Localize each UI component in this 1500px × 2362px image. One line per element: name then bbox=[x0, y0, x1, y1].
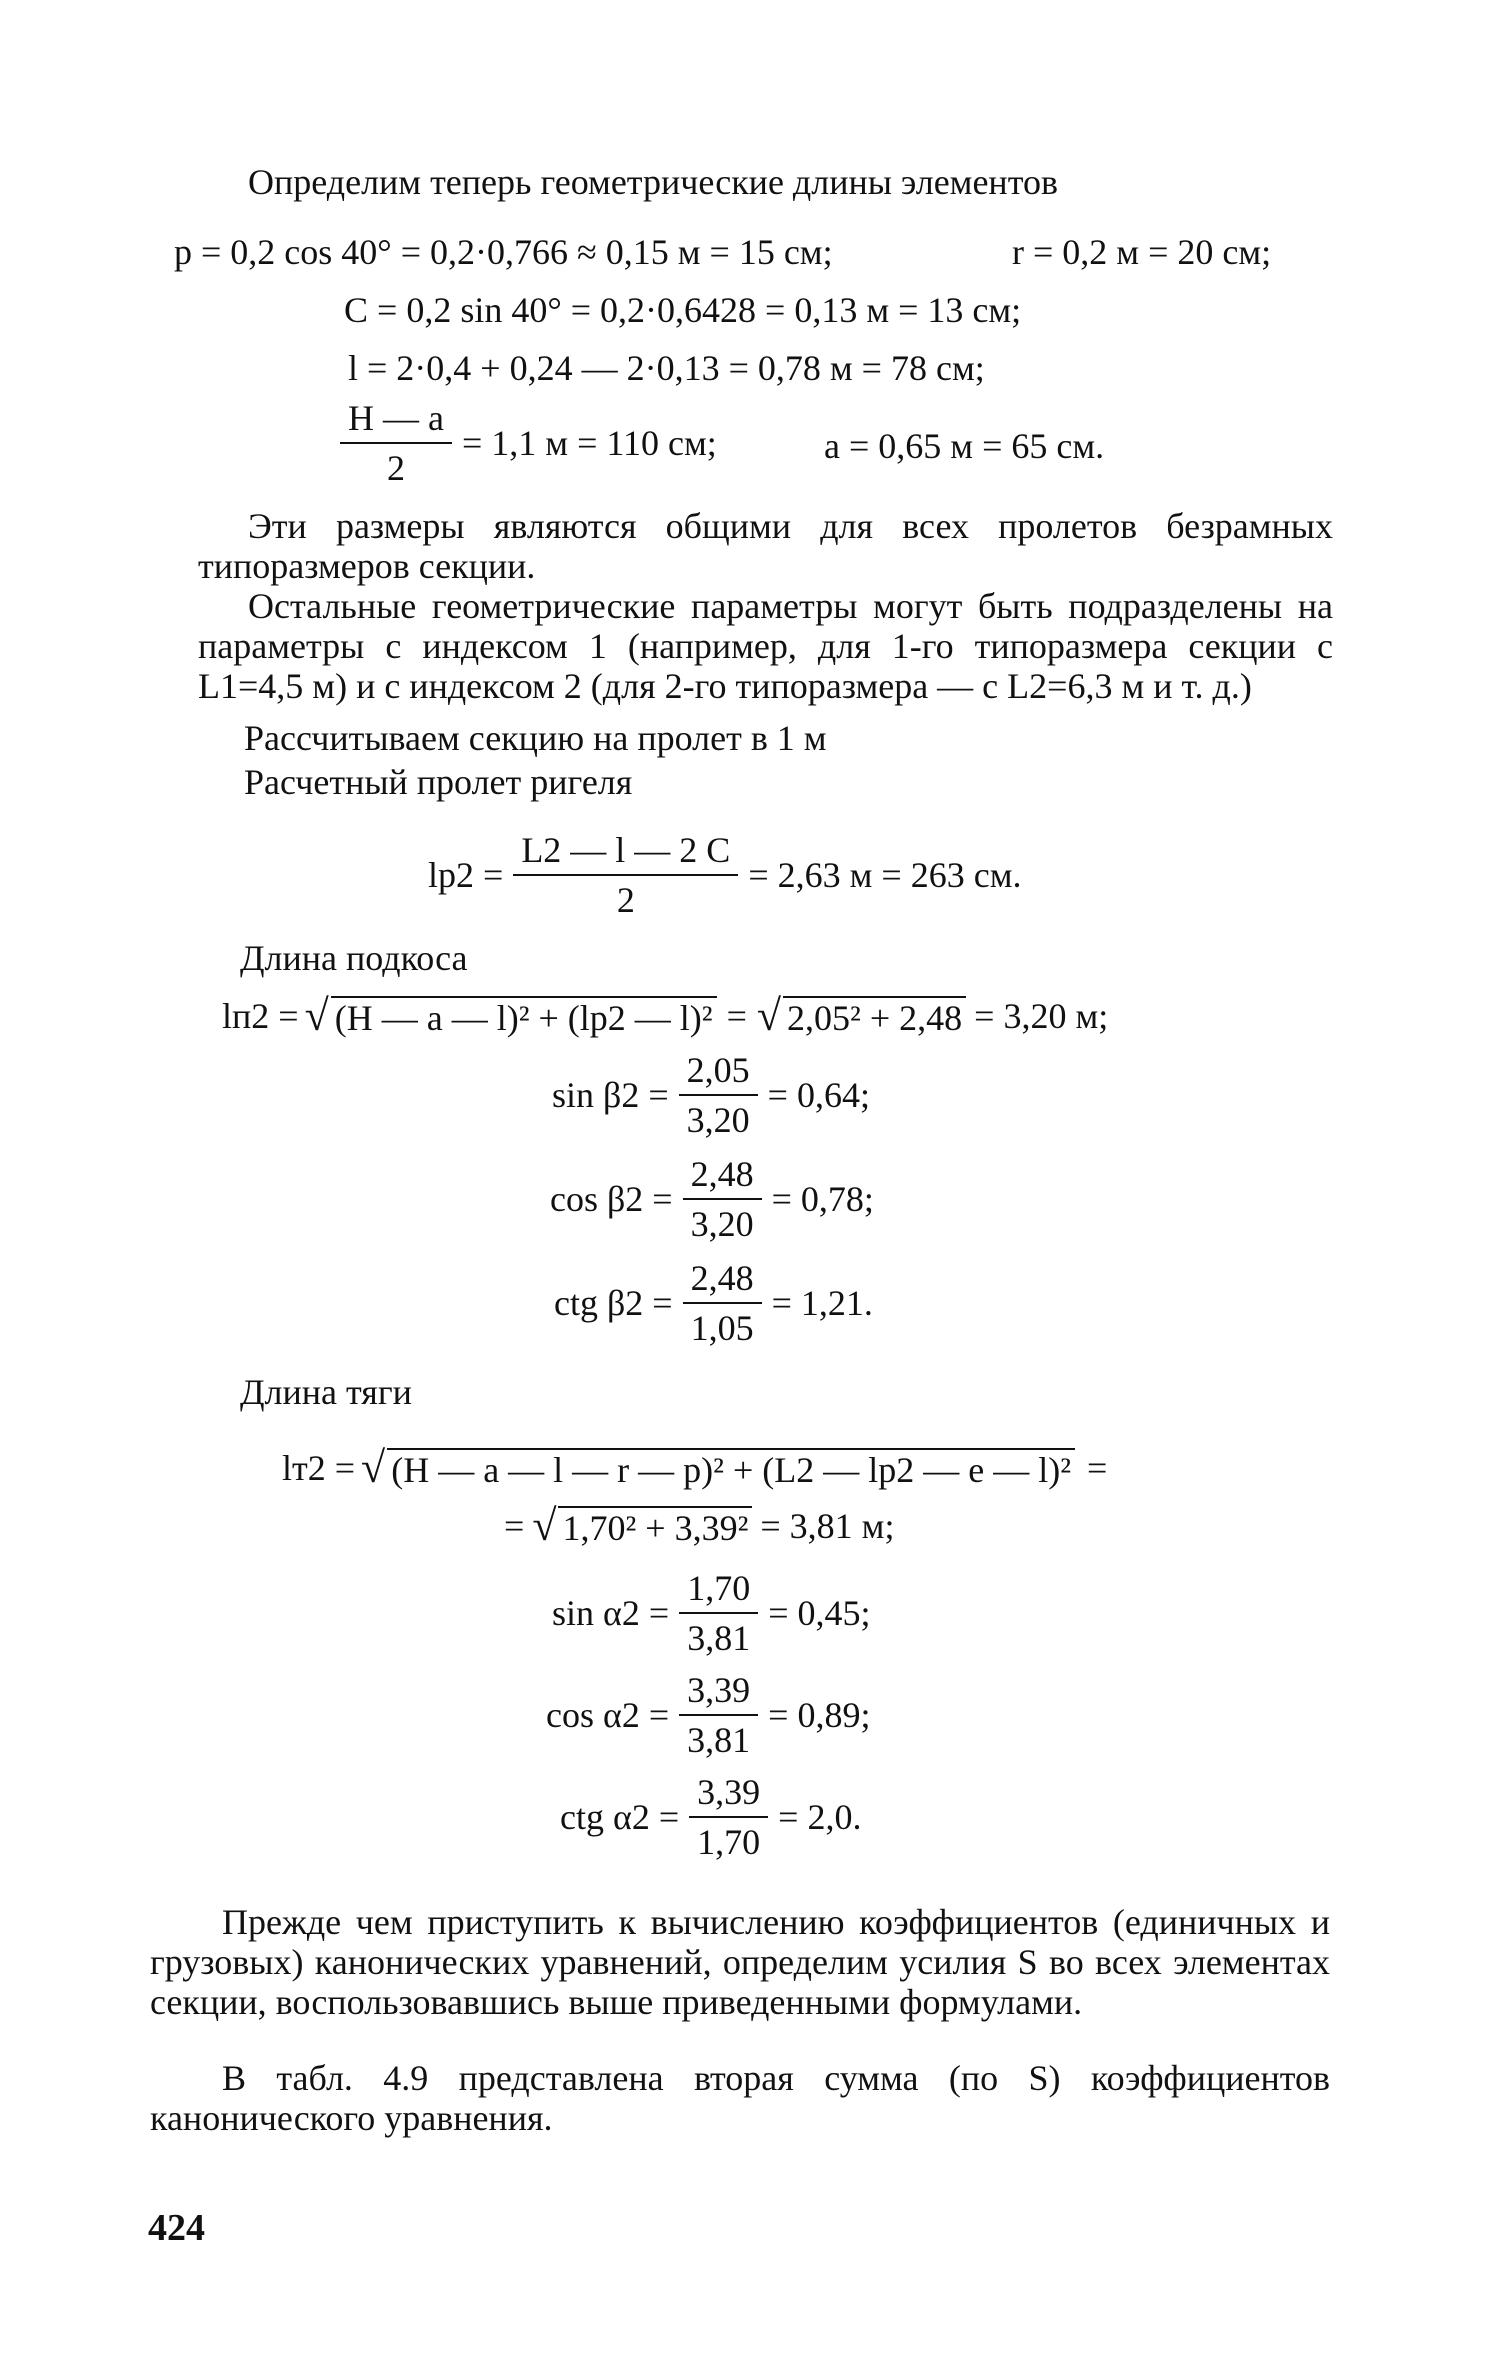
equation-left: cos β2 = bbox=[550, 1179, 673, 1219]
sqrt-icon: √ bbox=[756, 991, 782, 1040]
fraction bbox=[679, 1050, 758, 1140]
sqrt-icon: √ bbox=[361, 1443, 386, 1492]
radical-1 bbox=[304, 991, 717, 1040]
equation-cos-beta bbox=[550, 1154, 874, 1244]
equation-lt2-left: lт2 = bbox=[282, 1448, 356, 1488]
fraction-numerator: 2,05 bbox=[679, 1050, 758, 1096]
fraction bbox=[679, 1670, 758, 1760]
equals-sign: = bbox=[726, 996, 747, 1036]
paragraph-before-coefficients: Прежде чем приступить к вычислению коэффициентов (единичных и грузовых) канонических уравнений, определим усилия S во всех элементах секции, воспользовавшись выше приведенными формулами. bbox=[150, 1902, 1330, 2022]
paragraph-table-reference: В табл. 4.9 представлена вторая сумма (по S) коэффициентов канонического уравнения. bbox=[150, 2058, 1330, 2138]
radicand: 2,05² + 2,48 bbox=[783, 996, 966, 1036]
fraction-numerator: H — a bbox=[340, 398, 452, 444]
fraction-denominator: 3,20 bbox=[690, 1204, 754, 1244]
equation-a: a = 0,65 м = 65 см. bbox=[824, 426, 1105, 466]
equation-H-a-result: = 1,1 м = 110 см; bbox=[461, 423, 717, 463]
intro-line: Определим теперь геометрические длины элементов bbox=[248, 162, 1058, 202]
fraction-numerator: L2 — l — 2 C bbox=[513, 830, 738, 876]
equation-C: C = 0,2 sin 40° = 0,2·0,6428 = 0,13 м = 13 см; bbox=[344, 290, 1022, 330]
equation-result: = 0,45; bbox=[768, 1593, 871, 1633]
equation-ctg-alpha bbox=[560, 1772, 861, 1862]
equation-H-a bbox=[330, 398, 717, 488]
equation-lt2-result: = 3,81 м; bbox=[760, 1506, 895, 1546]
equation-ln2-left: lп2 = bbox=[222, 996, 299, 1036]
fraction-denominator: 2 bbox=[386, 448, 405, 488]
fraction bbox=[689, 1772, 768, 1862]
equation-ln2 bbox=[222, 991, 1109, 1040]
fraction-denominator: 1,70 bbox=[697, 1822, 761, 1862]
equation-left: cos α2 = bbox=[546, 1695, 670, 1735]
line-calc-span: Рассчитываем секцию на пролет в 1 м bbox=[244, 718, 827, 758]
equation-left: sin α2 = bbox=[552, 1593, 670, 1633]
equation-lt2 bbox=[282, 1443, 1108, 1492]
paragraph-other-parameters: Остальные геометрические параметры могут быть подразделены на параметры с индексом 1 (например, для 1-го типоразмера секции с L1=4,5 м) и с индексом 2 (для 2-го типоразмера — с L2=6,3 м и т. д.) bbox=[198, 586, 1333, 706]
equation-ln2-result: = 3,20 м; bbox=[974, 996, 1109, 1036]
sqrt-icon: √ bbox=[304, 991, 329, 1040]
fraction-denominator: 2 bbox=[616, 880, 635, 920]
equation-lp2-result: = 2,63 м = 263 см. bbox=[748, 855, 1022, 895]
page-number: 424 bbox=[148, 2207, 205, 2249]
fraction bbox=[679, 1568, 758, 1658]
equation-r: r = 0,2 м = 20 см; bbox=[1012, 232, 1272, 272]
fraction-denominator: 1,05 bbox=[690, 1308, 754, 1348]
equation-left: sin β2 = bbox=[552, 1075, 669, 1115]
fraction-denominator: 3,20 bbox=[686, 1100, 750, 1140]
fraction-numerator: 2,48 bbox=[683, 1258, 762, 1304]
equation-left: ctg β2 = bbox=[554, 1283, 673, 1323]
equation-result: = 0,64; bbox=[767, 1075, 870, 1115]
equation-lp2-left: lp2 = bbox=[428, 855, 504, 895]
line-tie-length: Длина тяги bbox=[240, 1372, 412, 1412]
equation-left: ctg α2 = bbox=[560, 1797, 680, 1837]
radical-2 bbox=[532, 1501, 752, 1550]
radicand: 1,70² + 3,39² bbox=[558, 1506, 752, 1546]
equation-lp2 bbox=[428, 830, 1021, 920]
fraction bbox=[683, 1258, 762, 1348]
equation-p: p = 0,2 cos 40° = 0,2·0,766 ≈ 0,15 м = 15 см; bbox=[174, 232, 833, 272]
fraction-denominator: 3,81 bbox=[687, 1618, 751, 1658]
equation-sin-beta bbox=[552, 1050, 870, 1140]
equation-result: = 1,21. bbox=[771, 1283, 873, 1323]
equation-result: = 0,78; bbox=[771, 1179, 874, 1219]
radical-2 bbox=[756, 991, 966, 1040]
equation-lt2-line2 bbox=[504, 1501, 895, 1550]
fraction-numerator: 3,39 bbox=[679, 1670, 758, 1716]
fraction-numerator: 2,48 bbox=[683, 1154, 762, 1200]
fraction bbox=[683, 1154, 762, 1244]
line-design-span: Расчетный пролет ригеля bbox=[244, 762, 633, 802]
sqrt-icon: √ bbox=[532, 1501, 557, 1550]
fraction-numerator: 3,39 bbox=[689, 1772, 768, 1818]
equation-result: = 2,0. bbox=[778, 1797, 862, 1837]
fraction-numerator: 1,70 bbox=[679, 1568, 758, 1614]
fraction-H-a bbox=[340, 398, 452, 488]
equals-sign: = bbox=[1086, 1448, 1108, 1488]
paragraph-common-sizes: Эти размеры являются общими для всех пролетов безрамных типоразмеров секции. bbox=[198, 506, 1333, 586]
equation-result: = 0,89; bbox=[768, 1695, 871, 1735]
equation-cos-alpha bbox=[546, 1670, 870, 1760]
radicand: (H — a — l)² + (lp2 — l)² bbox=[331, 996, 717, 1036]
fraction-lp2 bbox=[513, 830, 738, 920]
equation-sin-alpha bbox=[552, 1568, 871, 1658]
equation-l: l = 2·0,4 + 0,24 — 2·0,13 = 0,78 м = 78 см; bbox=[348, 348, 985, 388]
equation-ctg-beta bbox=[554, 1258, 873, 1348]
line-brace-length: Длина подкоса bbox=[240, 938, 468, 978]
equals-sign: = bbox=[504, 1506, 525, 1546]
radical-1 bbox=[361, 1443, 1075, 1492]
radicand: (H — a — l — r — p)² + (L2 — lp2 — e — l)² bbox=[387, 1448, 1075, 1488]
fraction-denominator: 3,81 bbox=[687, 1720, 751, 1760]
